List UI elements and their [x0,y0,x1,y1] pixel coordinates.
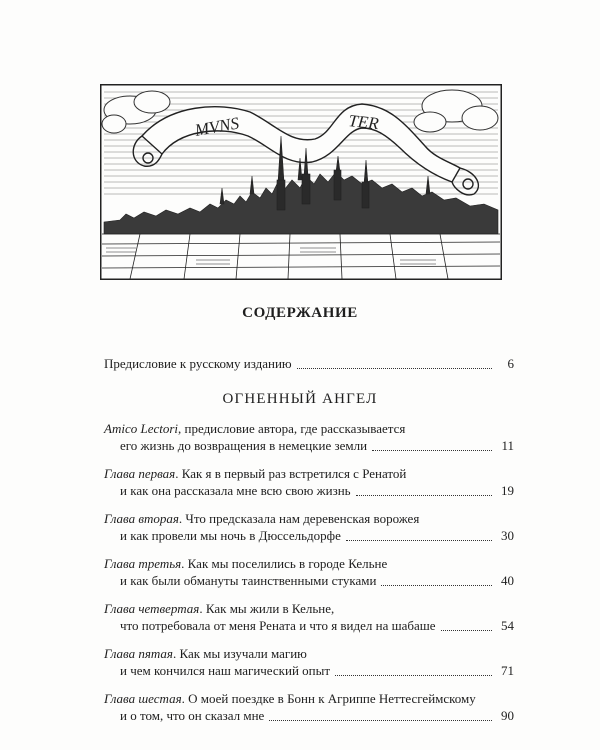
toc-list [104,420,514,735]
toc-entry [104,555,514,589]
chapter-title-line1: . Как мы изучали магию [172,646,307,661]
munster-engraving [100,84,502,280]
chapter-title-line1: . Что предсказала нам деревенская ворожея [178,511,420,526]
page-number: 11 [501,438,514,453]
toc-entry [104,465,514,499]
preface-title: Предисловие к русскому изданию [104,356,292,371]
chapter-label: Amico Lectori [104,421,179,436]
chapter-title-line1: . Как мы жили в Кельне, [199,601,335,616]
chapter-title-line1: . О моей поездке в Бонн к Агриппе Неттесгеймскому [181,691,476,706]
chapter-title-line2: и чем кончился наш магический опыт [120,663,331,678]
cloud-right [414,90,498,132]
chapter-label: Глава пятая [104,646,173,661]
chapter-title-line2: и как она рассказала мне всю свою жизнь [120,483,351,498]
page-number: 30 [501,528,514,543]
chapter-title-line2: и как были обмануты таинственными стуками [120,573,377,588]
fields [102,234,500,279]
chapter-title-line2: и о том, что он сказал мне [120,708,265,723]
chapter-title-line1: . Как мы поселились в городе Кельне [181,556,388,571]
chapter-label: Глава четвертая [104,601,200,616]
chapter-label: Глава третья [104,556,182,571]
chapter-title-line2: что потребовала от меня Рената и что я видел на шабаше [120,618,436,633]
page-number: 40 [501,573,514,588]
banner-text-left: MVNS [193,113,241,140]
contents-heading: СОДЕРЖАНИЕ [242,305,358,321]
leader-dots [346,530,492,541]
page-number: 90 [501,708,514,723]
toc-entry [104,690,514,724]
chapter-title-line2: и как провели мы ночь в Дюссельдорфе [120,528,341,543]
section-title: ОГНЕННЫЙ АНГЕЛ [222,391,378,407]
toc-entry [104,510,514,544]
page-number: 54 [501,618,514,633]
toc-entry [104,645,514,679]
chapter-label: Глава вторая [104,511,179,526]
leader-dots [356,485,492,496]
leader-dots [441,620,492,631]
page-number: 71 [501,663,514,678]
chapter-title-line1: , предисловие автора, где рассказывается [178,421,406,436]
preface-entry [104,356,514,372]
chapter-label: Глава первая [104,466,176,481]
leader-dots [269,710,492,721]
toc-entry [104,600,514,634]
page-number: 19 [501,483,514,498]
page-number: 6 [507,356,514,371]
toc-entry [104,420,514,454]
leader-dots [372,440,492,451]
leader-dots [381,575,492,586]
leader-dots [297,358,492,369]
chapter-title-line1: . Как я в первый раз встретился с Ренатой [175,466,407,481]
chapter-label: Глава шестая [104,691,182,706]
banner-text-right: TER [347,111,380,134]
chapter-title-line2: его жизнь до возвращения в немецкие земли [120,438,368,453]
leader-dots [335,665,492,676]
